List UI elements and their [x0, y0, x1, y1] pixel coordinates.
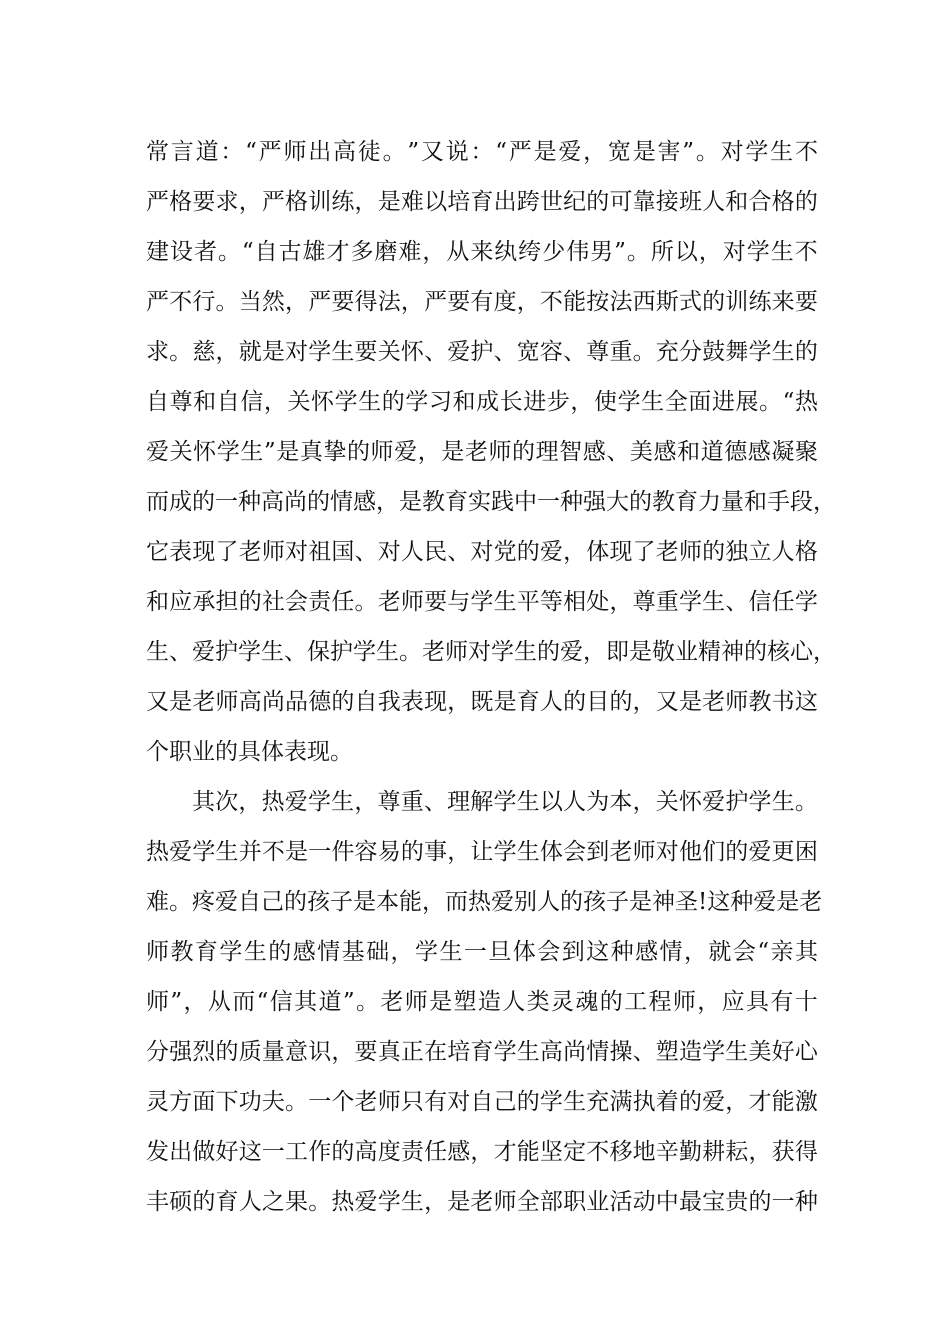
text-line: 和 应 承 担 的 社 会 责 任 。 老 师 要 与 学 生 平 等 相 处 ， 尊 重 学 生 、 信 任 学	[146, 589, 818, 615]
text-line: 分 强 烈 的 质 量 意 识 ， 要 真 正 在 培 育 学 生 高 尚 情 操 、 塑 造 学 生 美 好 心	[146, 1039, 818, 1065]
text-line: 它 表 现 了 老 师 对 祖 国 、 对 人 民 、 对 党 的 爱 ， 体 现 了 老 师 的 独 立 人 格	[146, 539, 818, 565]
text-line: 而 成 的 一 种 高 尚 的 情 感 ， 是 教 育 实 践 中 一 种 强 大 的 教 育 力 量 和 手 段 ，	[146, 489, 836, 515]
text-line: 灵 方 面 下 功 夫 。 一 个 老 师 只 有 对 自 己 的 学 生 充 满 执 着 的 爱 ， 才 能 激	[146, 1089, 818, 1115]
text-line: 生 、 爱 护 学 生 、 保 护 学 生 。 老 师 对 学 生 的 爱 ， 即 是 敬 业 精 神 的 核 心 ，	[146, 639, 836, 665]
text-line: 爱 关 怀 学 生 ” 是 真 挚 的 师 爱 ， 是 老 师 的 理 智 感 、 美 感 和 道 德 感 凝 聚	[146, 439, 818, 465]
text-line: 求 。 慈 ， 就 是 对 学 生 要 关 怀 、 爱 护 、 宽 容 、 尊 重 。 充 分 鼓 舞 学 生 的	[146, 339, 818, 365]
text-line: 难 。 疼 爱 自 己 的 孩 子 是 本 能 ， 而 热 爱 别 人 的 孩 子 是 神 圣 ! 这 种 爱 是 老	[146, 889, 823, 915]
text-line: 自 尊 和 自 信 ， 关 怀 学 生 的 学 习 和 成 长 进 步 ， 使 学 生 全 面 进 展 。 “ 热	[146, 389, 818, 415]
text-line: 师 教 育 学 生 的 感 情 基 础 ， 学 生 一 旦 体 会 到 这 种 感 情 ， 就 会 “ 亲 其	[146, 939, 818, 965]
text-line: 丰 硕 的 育 人 之 果 。 热 爱 学 生 ， 是 老 师 全 部 职 业 活 动 中 最 宝 贵 的 一 种	[146, 1189, 818, 1215]
text-line: 热 爱 学 生 并 不 是 一 件 容 易 的 事 ， 让 学 生 体 会 到 老 师 对 他 们 的 爱 更 困	[146, 839, 818, 865]
text-line: 又 是 老 师 高 尚 品 德 的 自 我 表 现 ， 既 是 育 人 的 目 的 ， 又 是 老 师 教 书 这	[146, 689, 818, 715]
text-line: 建 设 者 。 “ 自 古 雄 才 多 磨 难 ， 从 来 纨 绔 少 伟 男 ” 。 所 以 ， 对 学 生 不	[146, 239, 818, 265]
text-line: 严 格 要 求 ， 严 格 训 练 ， 是 难 以 培 育 出 跨 世 纪 的 可 靠 接 班 人 和 合 格 的	[146, 189, 818, 215]
text-line: 个职业的具体表现。	[146, 739, 353, 765]
text-line: 师 ” ， 从 而 “ 信 其 道 ” 。 老 师 是 塑 造 人 类 灵 魂 的 工 程 师 ， 应 具 有 十	[146, 989, 818, 1015]
text-line: 发 出 做 好 这 一 工 作 的 高 度 责 任 感 ， 才 能 坚 定 不 移 地 辛 勤 耕 耘 ， 获 得	[146, 1139, 818, 1165]
paragraph-start-line: 其 次 ， 热 爱 学 生 ， 尊 重 、 理 解 学 生 以 人 为 本 ， 关 怀 爱 护 学 生 。	[192, 789, 818, 815]
text-line: 常 言 道 ： “ 严 师 出 高 徒 。 ” 又 说 ： “ 严 是 爱 ， 宽 是 害 ” 。 对 学 生 不	[146, 139, 818, 165]
text-line: 严 不 行 。 当 然 ， 严 要 得 法 ， 严 要 有 度 ， 不 能 按 法 西 斯 式 的 训 练 来 要	[146, 289, 818, 315]
